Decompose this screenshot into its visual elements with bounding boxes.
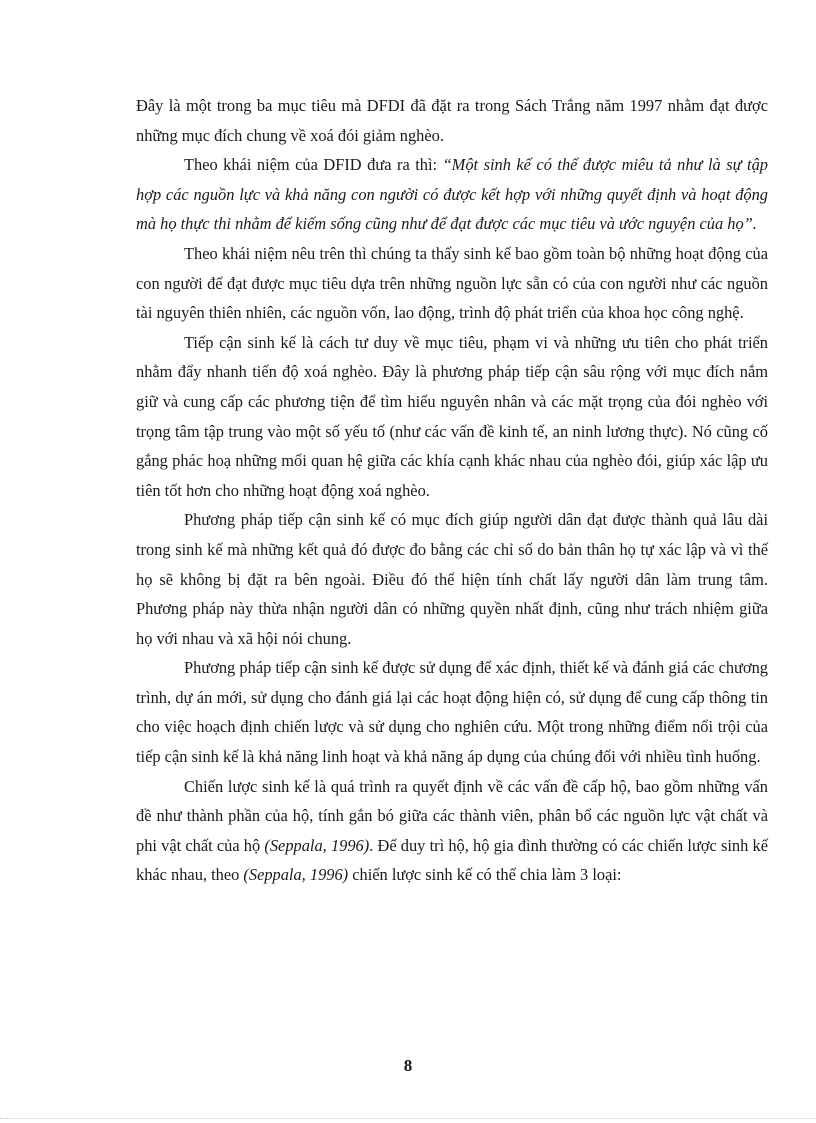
paragraph-1: Đây là một trong ba mục tiêu mà DFDI đã đặt ra trong Sách Trắng năm 1997 nhằm đạt được những mục đích chung về xoá đói giảm nghèo.	[136, 96, 768, 145]
citation-1: (Seppala, 1996)	[264, 835, 370, 855]
citation-2: (Seppala, 1996)	[243, 865, 349, 885]
paragraph-6: Phương pháp tiếp cận sinh kế được sử dụng để xác định, thiết kế và đánh giá các chương trình, dự án mới, sử dụng cho đánh giá lại các hoạt động hiện có, sử dụng để cung cấp thông tin cho việc hoạch định chiến lược và sử dụng cho nghiên cứu. Một trong những điểm nổi trội của tiếp cận sinh kế là khả năng linh hoạt và khả năng áp dụng của chúng đối với nhiều tình huống.	[136, 658, 768, 767]
definition-quote: “Một sinh kế có thể được miêu tả như là sự tập hợp các nguồn lực và khả năng con người có được kết hợp với những quyết định và hoạt động mà họ thực thi nhằm để kiếm sống cũng như để đạt được các mục tiêu và ước nguyện của họ”.	[136, 155, 768, 234]
paragraph-7-part-a: Chiến lược sinh kế là quá trình ra quyết định về các vấn đề cấp hộ, bao gồm những vấn đề như thành phần của hộ, tính gắn bó giữa các thành viên, phân bổ các nguồn lực vật chất và phi vật chất của hộ	[136, 776, 768, 855]
body-text	[136, 91, 768, 890]
paragraph-4: Tiếp cận sinh kế là cách tư duy về mục tiêu, phạm vi và những ưu tiên cho phát triển nhằm đẩy nhanh tiến độ xoá nghèo. Đây là phương pháp tiếp cận sâu rộng với mục đích nắm giữ và cung cấp các phương tiện để tìm hiểu nguyên nhân và các mặt trọng của đói nghèo với trọng tâm tập trung vào một số yếu tố (như các vấn đề kinh tế, an ninh lương thực). Nó cũng cố gắng phác hoạ những mối quan hệ giữa các khía cạnh khác nhau của nghèo đói, giúp xác lập ưu tiên tốt hơn cho những hoạt động xoá nghèo.	[136, 332, 768, 500]
paragraph-2-lead: Theo khái niệm của DFID đưa ra thì:	[184, 155, 443, 175]
page-bottom-divider	[0, 1118, 816, 1119]
paragraph-2	[136, 150, 768, 239]
paragraph-7-part-c: chiến lược sinh kế có thể chia làm 3 loại:	[348, 865, 622, 885]
paragraph-3: Theo khái niệm nêu trên thì chúng ta thấy sinh kế bao gồm toàn bộ những hoạt động của con người để đạt được mục tiêu dựa trên những nguồn lực sẵn có của con người như các nguồn tài nguyên thiên nhiên, các nguồn vốn, lao động, trình độ phát triển của khoa học công nghệ.	[136, 243, 768, 323]
page-number: 8	[403, 1056, 413, 1075]
paragraph-7-part-b: . Để duy trì hộ, hộ gia đình thường có các chiến lược sinh kế khác nhau, theo	[136, 835, 768, 885]
paragraph-7	[136, 772, 768, 890]
paragraph-5: Phương pháp tiếp cận sinh kế có mục đích giúp người dân đạt được thành quả lâu dài trong sinh kế mà những kết quả đó được đo bằng các chỉ số do bản thân họ tự xác lập và vì thế họ sẽ không bị đặt ra bên ngoài. Điều đó thể hiện tính chất lấy người dân làm trung tâm. Phương pháp này thừa nhận người dân có những quyền nhất định, cũng như trách nhiệm giữa họ với nhau và xã hội nói chung.	[136, 510, 768, 648]
